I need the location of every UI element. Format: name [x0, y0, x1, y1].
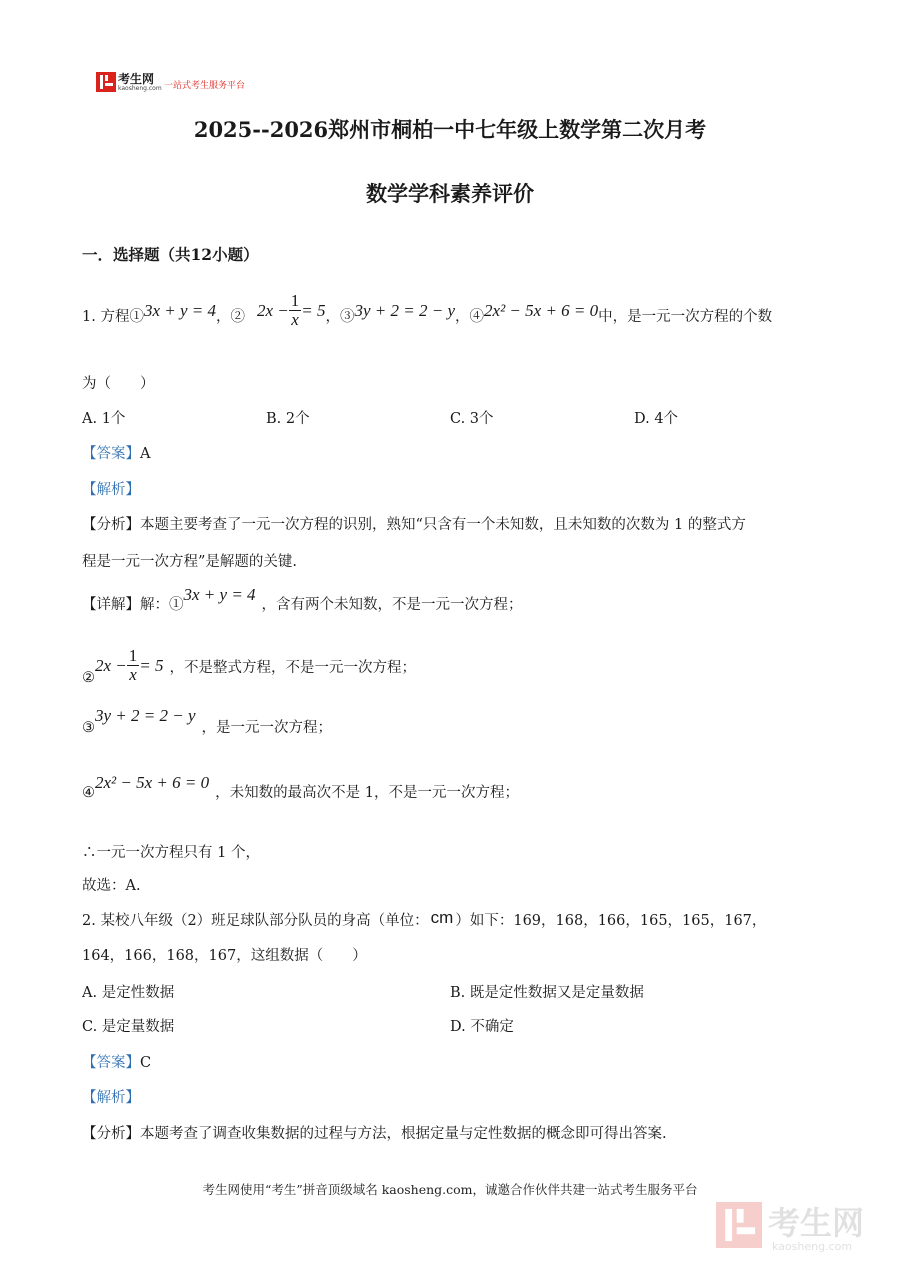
fenxi-tag: 【分析】	[82, 1126, 140, 1142]
q1-eq1: 3x + y = 4	[143, 300, 216, 320]
logo-name: 考生网	[118, 72, 155, 86]
fenxi-text: 本题主要考查了一元一次方程的识别，熟知“只含有一个未知数，且未知数的次数为 1 的整式方	[140, 517, 746, 533]
q2-answer	[82, 1053, 151, 1073]
q1-fenxi-line1	[82, 515, 746, 535]
q2-fenxi	[82, 1124, 667, 1144]
detail-eq2-right: = 5	[139, 655, 164, 675]
detail-mark-4: ④	[82, 785, 95, 801]
q1-detail-1	[82, 585, 523, 615]
detail-eq2-num: 1	[128, 646, 138, 665]
logo-url: kaosheng.com	[118, 85, 162, 92]
q2-option-b: B. 既是定性数据又是定量数据	[450, 985, 644, 1001]
q1-eq2-den: x	[291, 310, 299, 329]
detail-eq2	[95, 647, 164, 684]
watermark-url: kaosheng.com	[772, 1240, 853, 1253]
answer-tag: 【答案】	[82, 446, 140, 462]
q1-option-b: B. 2个	[266, 411, 310, 427]
q1-stem	[82, 291, 773, 335]
q2-option-a: A. 是定性数据	[82, 985, 175, 1001]
q1-detail-4	[82, 773, 519, 803]
fenxi-text: 本题考查了调查收集数据的过程与方法，根据定量与定性数据的概念即可得出答案.	[140, 1126, 667, 1142]
q2-suffix: ）如下：169，168，166，165，165，167，	[455, 913, 767, 929]
fenxi-tag: 【分析】	[82, 517, 140, 533]
q2-option-c: C. 是定量数据	[82, 1019, 175, 1035]
page-subtitle: 数学学科素养评价	[366, 181, 534, 206]
detail-mark-3: ③	[82, 720, 95, 736]
q1-eq3: 3y + 2 = 2 − y	[354, 300, 456, 320]
detail-text-2: ，不是整式方程，不是一元一次方程；	[169, 660, 417, 676]
detail-mark-2: ②	[82, 670, 95, 686]
q2-option-d: D. 不确定	[450, 1019, 514, 1035]
detail-eq2-left: 2x −	[95, 655, 127, 675]
q1-sep2: ，③	[325, 308, 355, 325]
q1-eq2-fraction	[289, 292, 302, 329]
detail-eq3: 3y + 2 = 2 − y	[95, 706, 196, 725]
logo-slogan: 一站式考生服务平台	[164, 81, 246, 91]
q1-eq2	[257, 292, 326, 329]
q1-option-d: D. 4个	[634, 411, 679, 427]
watermark-logo-icon	[716, 1202, 762, 1248]
q1-sep3: ，④	[455, 308, 485, 325]
watermark-name: 考生网	[768, 1204, 865, 1242]
q1-stem-line2: 为（ ）	[82, 376, 155, 392]
q1-fenxi-line2: 程是一元一次方程”是解题的关键.	[82, 554, 298, 570]
detail-eq4: 2x² − 5x + 6 = 0	[95, 773, 210, 792]
q1-choose: 故选：A.	[82, 878, 141, 894]
detail-eq2-fraction	[127, 647, 140, 684]
q2-stem	[82, 908, 767, 931]
answer-value: A	[140, 446, 151, 462]
detail-text-1: ，含有两个未知数，不是一元一次方程；	[261, 597, 523, 613]
q2-stem-line2: 164，166，168，167，这组数据（ ）	[82, 948, 367, 964]
q1-eq2-num: 1	[290, 291, 300, 310]
q2-prefix: 2. 某校八年级（2）班足球队部分队员的身高（单位：	[82, 913, 429, 929]
q1-eq2-left: 2x −	[257, 300, 289, 320]
q1-option-c: C. 3个	[450, 411, 494, 427]
detail-eq2-den: x	[129, 665, 137, 684]
answer-value: C	[140, 1055, 152, 1071]
q1-answer	[82, 444, 150, 464]
kaosheng-logo-icon	[96, 72, 116, 92]
q1-analysis-tag: 【解析】	[82, 482, 140, 498]
q1-detail-3	[82, 706, 333, 738]
detail-text-4: ，未知数的最高次不是 1，不是一元一次方程；	[215, 785, 519, 801]
q2-unit: cm	[430, 908, 454, 927]
detail-eq1: 3x + y = 4	[183, 585, 256, 604]
q1-eq4: 2x² − 5x + 6 = 0	[484, 300, 599, 320]
q2-analysis-tag: 【解析】	[82, 1090, 140, 1106]
detail-tag: 【详解】	[82, 597, 140, 613]
q1-option-a: A. 1个	[82, 411, 126, 427]
answer-tag: 【答案】	[82, 1055, 140, 1071]
footer-text: 考生网使用“考生”拼音顶级域名 kaosheng.com，诚邀合作伙伴共建一站式考生服务平台	[202, 1182, 698, 1197]
detail-prefix: 解：①	[140, 597, 184, 613]
q1-detail-2	[82, 646, 417, 688]
watermark	[716, 1196, 886, 1258]
detail-text-3: ，是一元一次方程；	[201, 720, 333, 736]
q1-suffix: 中，是一元一次方程的个数	[598, 308, 773, 325]
section-heading: 一．选择题（共12小题）	[82, 245, 259, 264]
page-title: 2025--2026郑州市桐柏一中七年级上数学第二次月考	[193, 117, 707, 142]
q1-eq2-right: = 5	[301, 300, 326, 320]
q1-sep1: ，②	[216, 308, 245, 325]
q1-prefix: 1. 方程①	[82, 308, 144, 325]
q1-conclusion: ∴一元一次方程只有 1 个，	[82, 845, 260, 861]
